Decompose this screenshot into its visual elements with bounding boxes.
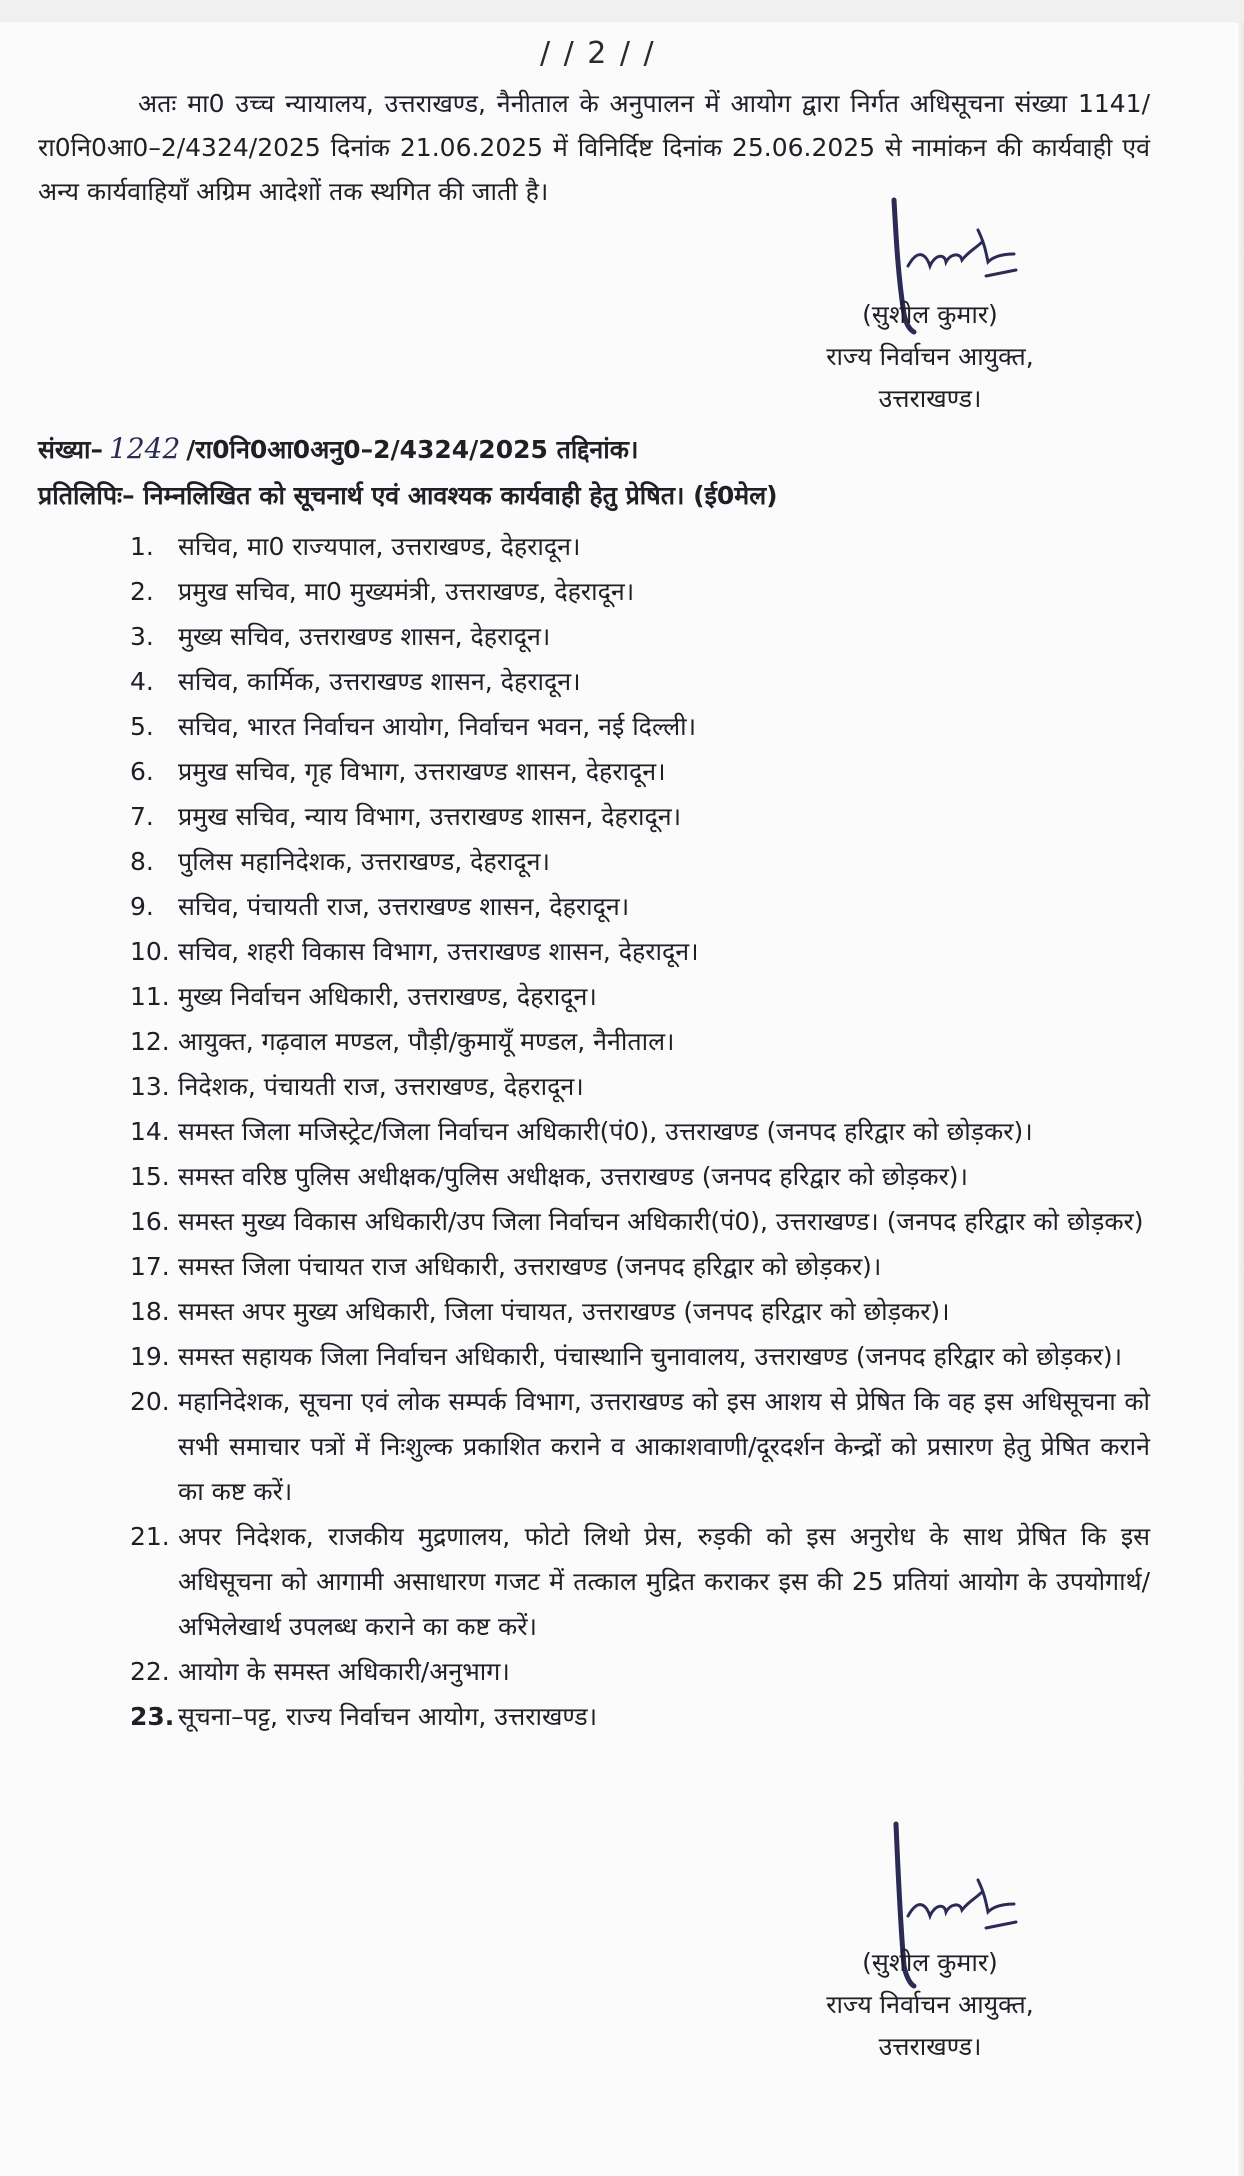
list-item: 7. प्रमुख सचिव, न्याय विभाग, उत्तराखण्ड शासन, देहरादून। [130, 802, 682, 831]
list-item: 13. निदेशक, पंचायती राज, उत्तराखण्ड, देहरादून। [130, 1072, 584, 1101]
list-item: 2. प्रमुख सचिव, मा0 मुख्यमंत्री, उत्तराखण्ड, देहरादून। [130, 577, 635, 606]
signatory-name: (सुशील कुमार) [862, 300, 998, 329]
copy-to-heading: प्रतिलिपिः– निम्नलिखित को सूचनार्थ एवं आवश्यक कार्यवाही हेतु प्रेषित। (ई0मेल) [38, 481, 778, 510]
list-item: 11. मुख्य निर्वाचन अधिकारी, उत्तराखण्ड, देहरादून। [130, 982, 597, 1011]
list-item: 22. आयोग के समस्त अधिकारी/अनुभाग। [130, 1657, 510, 1686]
list-item: 23. सूचना–पट्ट, राज्य निर्वाचन आयोग, उत्तराखण्ड। [130, 1702, 598, 1731]
list-item: 21. अपर निदेशक, राजकीय मुद्रणालय, फोटो लिथो प्रेस, रुड़की को इस अनुरोध के साथ प्रेषित कि इस अधिसूचना को आगामी असाधारण गजट में तत्काल मुद्रित कराकर इस की 25 प्रतियां आयोग के उपयोगार्थ/अभिलेखार्थ उपलब्ध कराने का कष्ट करें। [130, 1522, 1150, 1641]
list-item: 12. आयुक्त, गढ़वाल मण्डल, पौड़ी/कुमायूँ मण्डल, नैनीताल। [130, 1027, 675, 1056]
list-item: 5. सचिव, भारत निर्वाचन आयोग, निर्वाचन भवन, नई दिल्ली। [130, 712, 697, 741]
list-item: 1. सचिव, मा0 राज्यपाल, उत्तराखण्ड, देहरादून। [130, 532, 581, 561]
page-edge [1238, 22, 1244, 2176]
signatory-designation: राज्य निर्वाचन आयुक्त, [826, 342, 1034, 371]
reference-line [38, 432, 638, 466]
signatory-designation: राज्य निर्वाचन आयुक्त, [826, 1990, 1034, 2019]
reference-prefix: संख्या– [38, 435, 104, 464]
page-number: / / 2 / / [540, 36, 656, 71]
signatory-state: उत्तराखण्ड। [878, 2032, 982, 2061]
signatory-state: उत्तराखण्ड। [878, 384, 982, 413]
list-item: 14. समस्त जिला मजिस्ट्रेट/जिला निर्वाचन अधिकारी(पं0), उत्तराखण्ड (जनपद हरिद्वार को छोड़कर)। [130, 1117, 1033, 1146]
list-item: 19. समस्त सहायक जिला निर्वाचन अधिकारी, पंचास्थानि चुनावालय, उत्तराखण्ड (जनपद हरिद्वार को छोड़कर)। [130, 1342, 1123, 1371]
list-item: 17. समस्त जिला पंचायत राज अधिकारी, उत्तराखण्ड (जनपद हरिद्वार को छोड़कर)। [130, 1252, 882, 1281]
list-item: 10. सचिव, शहरी विकास विभाग, उत्तराखण्ड शासन, देहरादून। [130, 937, 699, 966]
signature-block [760, 1942, 1100, 2068]
list-item: 16. समस्त मुख्य विकास अधिकारी/उप जिला निर्वाचन अधिकारी(पं0), उत्तराखण्ड। (जनपद हरिद्वार को छोड़कर) [130, 1207, 1144, 1236]
recipient-list [130, 524, 1150, 1739]
list-item: 15. समस्त वरिष्ठ पुलिस अधीक्षक/पुलिस अधीक्षक, उत्तराखण्ड (जनपद हरिद्वार को छोड़कर)। [130, 1162, 969, 1191]
list-item: 3. मुख्य सचिव, उत्तराखण्ड शासन, देहरादून। [130, 622, 551, 651]
list-item: 20. महानिदेशक, सूचना एवं लोक सम्पर्क विभाग, उत्तराखण्ड को इस आशय से प्रेषित कि वह इस अधिसूचना को सभी समाचार पत्रों में निःशुल्क प्रकाशित कराने व आकाशवाणी/दूरदर्शन केन्द्रों को प्रसारण हेतु प्रेषित कराने का कष्ट करें। [130, 1387, 1150, 1506]
list-item: 9. सचिव, पंचायती राज, उत्तराखण्ड शासन, देहरादून। [130, 892, 630, 921]
list-item: 18. समस्त अपर मुख्य अधिकारी, जिला पंचायत, उत्तराखण्ड (जनपद हरिद्वार को छोड़कर)। [130, 1297, 950, 1326]
reference-number: 1242 [109, 432, 181, 465]
reference-suffix: /रा0नि0आ0अनु0–2/4324/2025 तद्दिनांक। [186, 435, 639, 464]
signature-block [760, 294, 1100, 420]
top-bar [0, 0, 1244, 23]
order-paragraph: अतः मा0 उच्च न्यायालय, उत्तराखण्ड, नैनीताल के अनुपालन में आयोग द्वारा निर्गत अधिसूचना संख्या 1141/रा0नि0आ0–2/4324/2025 दिनांक 21.06.2025 में विनिर्दिष्ट दिनांक 25.06.2025 से नामांकन की कार्यवाही एवं अन्य कार्यवाहियाँ अग्रिम आदेशों तक स्थगित की जाती है। [38, 89, 1150, 206]
list-item: 8. पुलिस महानिदेशक, उत्तराखण्ड, देहरादून। [130, 847, 551, 876]
signatory-name: (सुशील कुमार) [862, 1948, 998, 1977]
list-item: 4. सचिव, कार्मिक, उत्तराखण्ड शासन, देहरादून। [130, 667, 581, 696]
list-item: 6. प्रमुख सचिव, गृह विभाग, उत्तराखण्ड शासन, देहरादून। [130, 757, 666, 786]
